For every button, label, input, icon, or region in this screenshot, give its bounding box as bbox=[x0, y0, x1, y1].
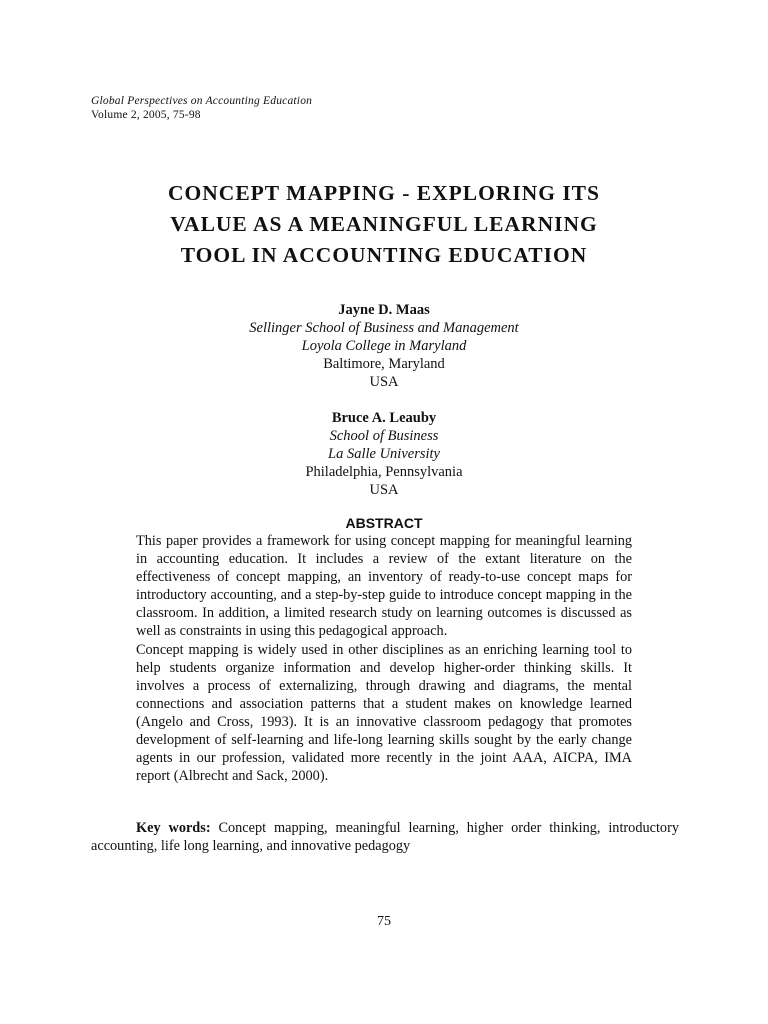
author-city: Baltimore, Maryland bbox=[323, 356, 445, 372]
abstract-heading: ABSTRACT bbox=[345, 515, 423, 531]
paper-title-line: TOOL IN ACCOUNTING EDUCATION bbox=[180, 243, 588, 267]
page-number: 75 bbox=[377, 914, 391, 929]
keywords-label: Key words: bbox=[136, 820, 211, 836]
abstract-paragraph: Concept mapping is widely used in other disciplines as an enriching learning tool to help students organize information and develop higher-order thinking skills. It involves a process of externalizing, through drawing and diagrams, the mental connections and association patterns that a student makes on knowledge learned (Angelo and Cross, 1993). It is an innovative classroom pedagogy that promotes development of self-learning and life-long learning skills sought by the early change agents in our profession, validated more recently in the joint AAA, AICPA, IMA report (Albrecht and Sack, 2000). bbox=[136, 641, 632, 785]
journal-citation bbox=[91, 94, 312, 122]
author-block bbox=[0, 301, 768, 391]
paper-title bbox=[0, 178, 768, 271]
journal-name: Global Perspectives on Accounting Education bbox=[91, 95, 313, 107]
author-block bbox=[0, 409, 768, 499]
keywords-text: Concept mapping, meaningful learning, higher order thinking, introductory accounting, life long learning, and innovative pedagogy bbox=[91, 820, 679, 854]
author-school: School of Business bbox=[329, 428, 439, 444]
abstract-body bbox=[136, 532, 632, 785]
author-name: Jayne D. Maas bbox=[338, 302, 430, 318]
author-name: Bruce A. Leauby bbox=[331, 410, 437, 426]
author-school: Sellinger School of Business and Management bbox=[249, 320, 519, 336]
author-city: Philadelphia, Pennsylvania bbox=[305, 464, 463, 480]
author-institution: Loyola College in Maryland bbox=[301, 338, 467, 354]
author-country: USA bbox=[369, 482, 399, 498]
author-institution: La Salle University bbox=[328, 446, 440, 462]
keywords bbox=[91, 819, 679, 855]
abstract-paragraph: This paper provides a framework for using concept mapping for meaningful learning in accounting education. It includes a review of the extant literature on the effectiveness of concept mapping, an inventory of ready-to-use concept maps for introductory accounting, and a step-by-step guide to introduce concept mapping in the classroom. In addition, a limited research study on learning outcomes is discussed as well as constraints in using this pedagogical approach. bbox=[136, 533, 632, 640]
journal-volume: Volume 2, 2005, 75-98 bbox=[91, 109, 201, 121]
paper-title-line: VALUE AS A MEANINGFUL LEARNING bbox=[170, 212, 598, 236]
paper-title-line: CONCEPT MAPPING - EXPLORING ITS bbox=[168, 181, 600, 205]
author-country: USA bbox=[369, 374, 399, 390]
author-list bbox=[0, 301, 768, 499]
